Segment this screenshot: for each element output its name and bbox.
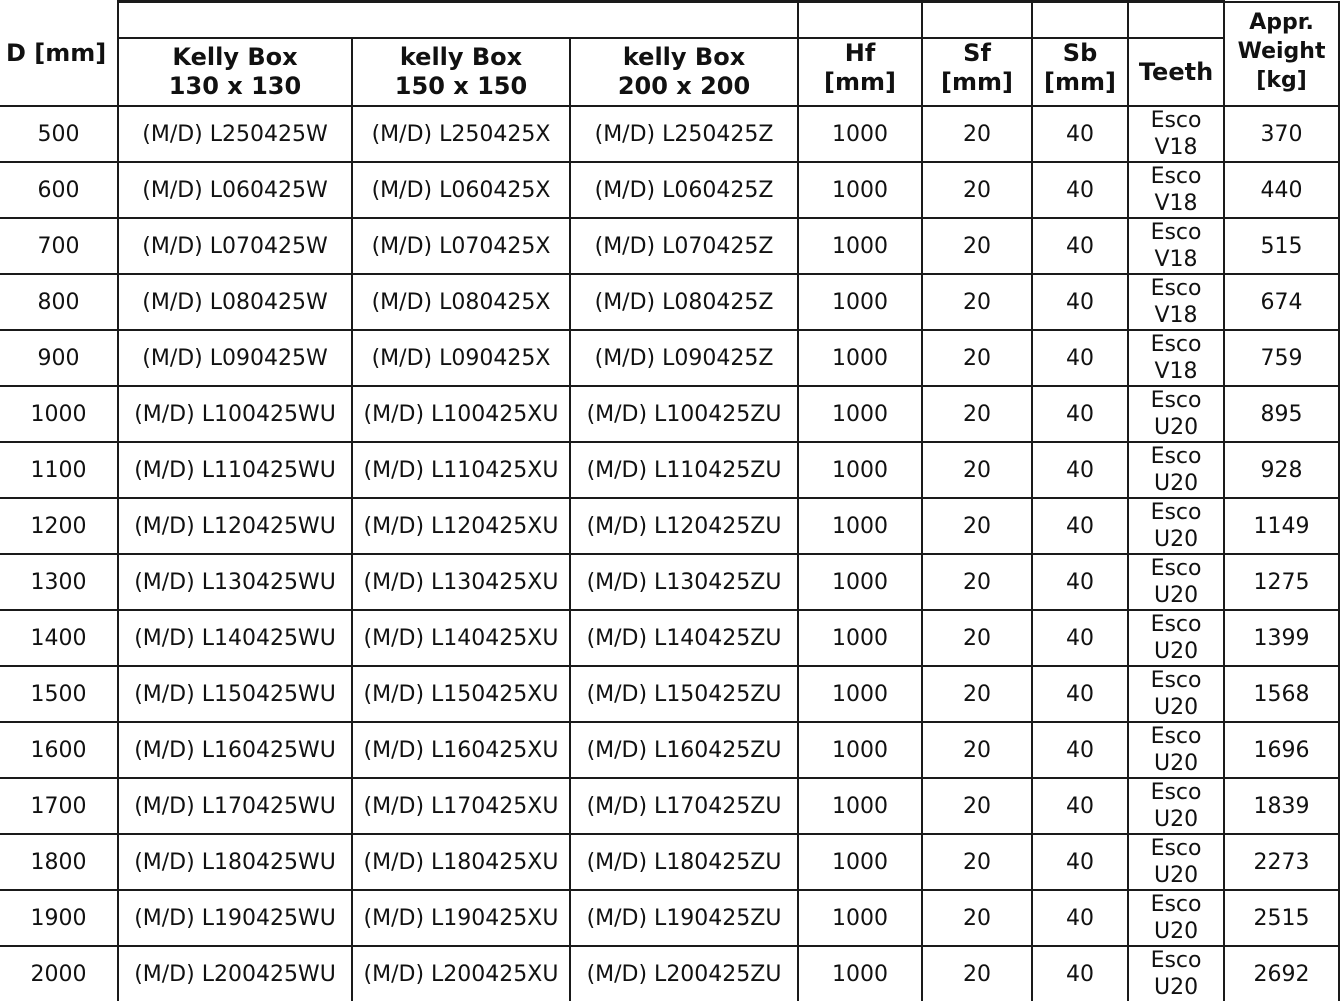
cell-sf: 20 bbox=[922, 610, 1032, 666]
cell-diameter: 500 bbox=[0, 106, 118, 162]
cell-kelly-150: (M/D) L100425XU bbox=[352, 386, 570, 442]
cell-teeth-brand: Esco bbox=[1129, 667, 1223, 694]
cell-teeth bbox=[1128, 946, 1224, 1001]
table-row bbox=[0, 386, 1339, 442]
cell-kelly-130: (M/D) L180425WU bbox=[118, 834, 352, 890]
cell-kelly-150: (M/D) L250425X bbox=[352, 106, 570, 162]
cell-diameter: 1600 bbox=[0, 722, 118, 778]
cell-kelly-150: (M/D) L070425X bbox=[352, 218, 570, 274]
cell-sb: 40 bbox=[1032, 330, 1128, 386]
cell-teeth-brand: Esco bbox=[1129, 219, 1223, 246]
cell-teeth-brand: Esco bbox=[1129, 163, 1223, 190]
cell-teeth bbox=[1128, 666, 1224, 722]
cell-teeth-brand: Esco bbox=[1129, 275, 1223, 302]
cell-hf: 1000 bbox=[798, 218, 922, 274]
cell-kelly-150: (M/D) L150425XU bbox=[352, 666, 570, 722]
cell-sb: 40 bbox=[1032, 498, 1128, 554]
cell-teeth-brand: Esco bbox=[1129, 499, 1223, 526]
header-sb-line1: Sb bbox=[1033, 39, 1127, 68]
cell-sb: 40 bbox=[1032, 218, 1128, 274]
header-kelly-200-line1: kelly Box bbox=[571, 43, 797, 72]
cell-sf: 20 bbox=[922, 666, 1032, 722]
cell-kelly-130: (M/D) L200425WU bbox=[118, 946, 352, 1001]
cell-diameter: 1700 bbox=[0, 778, 118, 834]
cell-kelly-200: (M/D) L060425Z bbox=[570, 162, 798, 218]
cell-teeth-brand: Esco bbox=[1129, 107, 1223, 134]
cell-kelly-130: (M/D) L150425WU bbox=[118, 666, 352, 722]
cell-teeth-model: U20 bbox=[1129, 918, 1223, 945]
cell-teeth-model: U20 bbox=[1129, 414, 1223, 441]
cell-teeth-model: V18 bbox=[1129, 358, 1223, 385]
cell-weight: 1275 bbox=[1224, 554, 1339, 610]
cell-kelly-130: (M/D) L170425WU bbox=[118, 778, 352, 834]
header-sb-line2: [mm] bbox=[1033, 68, 1127, 97]
cell-weight: 2273 bbox=[1224, 834, 1339, 890]
cell-teeth-model: V18 bbox=[1129, 246, 1223, 273]
cell-sf: 20 bbox=[922, 722, 1032, 778]
header-weight-line3: [kg] bbox=[1225, 66, 1338, 95]
cell-sf: 20 bbox=[922, 890, 1032, 946]
table-row bbox=[0, 890, 1339, 946]
cell-hf: 1000 bbox=[798, 442, 922, 498]
cell-teeth-brand: Esco bbox=[1129, 835, 1223, 862]
cell-sf: 20 bbox=[922, 834, 1032, 890]
header-sb bbox=[1032, 38, 1128, 106]
cell-sf: 20 bbox=[922, 218, 1032, 274]
cell-diameter: 1100 bbox=[0, 442, 118, 498]
header-hf bbox=[798, 38, 922, 106]
cell-hf: 1000 bbox=[798, 890, 922, 946]
cell-weight: 895 bbox=[1224, 386, 1339, 442]
cell-sb: 40 bbox=[1032, 442, 1128, 498]
cell-weight: 370 bbox=[1224, 106, 1339, 162]
cell-sf: 20 bbox=[922, 554, 1032, 610]
header-sf-line2: [mm] bbox=[923, 68, 1031, 97]
cell-teeth bbox=[1128, 610, 1224, 666]
cell-kelly-130: (M/D) L070425W bbox=[118, 218, 352, 274]
cell-diameter: 600 bbox=[0, 162, 118, 218]
cell-teeth-brand: Esco bbox=[1129, 891, 1223, 918]
cell-weight: 515 bbox=[1224, 218, 1339, 274]
cell-diameter: 2000 bbox=[0, 946, 118, 1001]
cell-hf: 1000 bbox=[798, 386, 922, 442]
cell-kelly-200: (M/D) L090425Z bbox=[570, 330, 798, 386]
cell-hf: 1000 bbox=[798, 274, 922, 330]
cell-teeth-model: U20 bbox=[1129, 582, 1223, 609]
cell-teeth-model: U20 bbox=[1129, 638, 1223, 665]
cell-hf: 1000 bbox=[798, 666, 922, 722]
cell-teeth bbox=[1128, 386, 1224, 442]
cell-teeth bbox=[1128, 778, 1224, 834]
cell-hf: 1000 bbox=[798, 610, 922, 666]
table-body bbox=[0, 2, 1339, 1001]
header-top-blank-sf bbox=[922, 2, 1032, 39]
cell-weight: 2515 bbox=[1224, 890, 1339, 946]
header-top-row bbox=[0, 2, 1339, 39]
cell-sb: 40 bbox=[1032, 554, 1128, 610]
header-kelly-200-line2: 200 x 200 bbox=[571, 72, 797, 101]
cell-weight: 1568 bbox=[1224, 666, 1339, 722]
cell-kelly-150: (M/D) L130425XU bbox=[352, 554, 570, 610]
cell-kelly-130: (M/D) L190425WU bbox=[118, 890, 352, 946]
table-row bbox=[0, 330, 1339, 386]
header-hf-line1: Hf bbox=[799, 39, 921, 68]
cell-teeth-model: U20 bbox=[1129, 806, 1223, 833]
cell-hf: 1000 bbox=[798, 946, 922, 1001]
cell-kelly-200: (M/D) L200425ZU bbox=[570, 946, 798, 1001]
cell-kelly-200: (M/D) L190425ZU bbox=[570, 890, 798, 946]
header-diameter: D [mm] bbox=[0, 2, 118, 107]
cell-weight: 1149 bbox=[1224, 498, 1339, 554]
cell-teeth-brand: Esco bbox=[1129, 611, 1223, 638]
cell-teeth bbox=[1128, 498, 1224, 554]
cell-diameter: 1400 bbox=[0, 610, 118, 666]
cell-kelly-150: (M/D) L170425XU bbox=[352, 778, 570, 834]
cell-weight: 440 bbox=[1224, 162, 1339, 218]
cell-kelly-130: (M/D) L140425WU bbox=[118, 610, 352, 666]
cell-kelly-150: (M/D) L080425X bbox=[352, 274, 570, 330]
cell-kelly-200: (M/D) L150425ZU bbox=[570, 666, 798, 722]
table-row bbox=[0, 498, 1339, 554]
header-weight bbox=[1224, 2, 1339, 107]
cell-hf: 1000 bbox=[798, 834, 922, 890]
table-row bbox=[0, 554, 1339, 610]
cell-teeth-model: U20 bbox=[1129, 750, 1223, 777]
cell-sf: 20 bbox=[922, 778, 1032, 834]
table-row bbox=[0, 218, 1339, 274]
table-row bbox=[0, 162, 1339, 218]
cell-teeth-model: V18 bbox=[1129, 190, 1223, 217]
cell-weight: 928 bbox=[1224, 442, 1339, 498]
cell-kelly-150: (M/D) L140425XU bbox=[352, 610, 570, 666]
cell-sb: 40 bbox=[1032, 722, 1128, 778]
cell-kelly-130: (M/D) L080425W bbox=[118, 274, 352, 330]
cell-hf: 1000 bbox=[798, 330, 922, 386]
table-row bbox=[0, 666, 1339, 722]
cell-teeth-model: U20 bbox=[1129, 694, 1223, 721]
table-row bbox=[0, 106, 1339, 162]
cell-kelly-130: (M/D) L120425WU bbox=[118, 498, 352, 554]
cell-sf: 20 bbox=[922, 946, 1032, 1001]
cell-kelly-200: (M/D) L250425Z bbox=[570, 106, 798, 162]
header-top-blank-hf bbox=[798, 2, 922, 39]
cell-diameter: 900 bbox=[0, 330, 118, 386]
cell-sb: 40 bbox=[1032, 610, 1128, 666]
cell-teeth bbox=[1128, 722, 1224, 778]
cell-kelly-130: (M/D) L110425WU bbox=[118, 442, 352, 498]
header-weight-line1: Appr. bbox=[1225, 8, 1338, 37]
cell-kelly-200: (M/D) L160425ZU bbox=[570, 722, 798, 778]
cell-hf: 1000 bbox=[798, 554, 922, 610]
cell-sb: 40 bbox=[1032, 106, 1128, 162]
cell-teeth bbox=[1128, 330, 1224, 386]
cell-kelly-150: (M/D) L110425XU bbox=[352, 442, 570, 498]
header-sf bbox=[922, 38, 1032, 106]
cell-kelly-200: (M/D) L100425ZU bbox=[570, 386, 798, 442]
cell-diameter: 1500 bbox=[0, 666, 118, 722]
cell-kelly-200: (M/D) L080425Z bbox=[570, 274, 798, 330]
header-kelly-130-line1: Kelly Box bbox=[119, 43, 351, 72]
cell-teeth bbox=[1128, 890, 1224, 946]
cell-weight: 674 bbox=[1224, 274, 1339, 330]
cell-kelly-200: (M/D) L130425ZU bbox=[570, 554, 798, 610]
header-top-blank-kelly bbox=[118, 2, 798, 39]
cell-kelly-130: (M/D) L100425WU bbox=[118, 386, 352, 442]
cell-teeth-brand: Esco bbox=[1129, 387, 1223, 414]
cell-teeth bbox=[1128, 162, 1224, 218]
cell-weight: 1839 bbox=[1224, 778, 1339, 834]
cell-sf: 20 bbox=[922, 498, 1032, 554]
cell-teeth bbox=[1128, 554, 1224, 610]
header-hf-line2: [mm] bbox=[799, 68, 921, 97]
table-row bbox=[0, 778, 1339, 834]
cell-weight: 759 bbox=[1224, 330, 1339, 386]
header-row bbox=[0, 38, 1339, 106]
cell-sf: 20 bbox=[922, 386, 1032, 442]
cell-kelly-200: (M/D) L110425ZU bbox=[570, 442, 798, 498]
cell-sb: 40 bbox=[1032, 666, 1128, 722]
cell-hf: 1000 bbox=[798, 722, 922, 778]
cell-teeth-model: V18 bbox=[1129, 134, 1223, 161]
header-sf-line1: Sf bbox=[923, 39, 1031, 68]
table-row bbox=[0, 946, 1339, 1001]
cell-hf: 1000 bbox=[798, 106, 922, 162]
cell-weight: 2692 bbox=[1224, 946, 1339, 1001]
header-kelly-130 bbox=[118, 38, 352, 106]
cell-teeth bbox=[1128, 106, 1224, 162]
cell-kelly-150: (M/D) L160425XU bbox=[352, 722, 570, 778]
cell-teeth bbox=[1128, 442, 1224, 498]
cell-sb: 40 bbox=[1032, 778, 1128, 834]
table-row bbox=[0, 722, 1339, 778]
cell-sb: 40 bbox=[1032, 162, 1128, 218]
cell-diameter: 1900 bbox=[0, 890, 118, 946]
cell-diameter: 800 bbox=[0, 274, 118, 330]
cell-sb: 40 bbox=[1032, 946, 1128, 1001]
cell-teeth-brand: Esco bbox=[1129, 723, 1223, 750]
cell-sb: 40 bbox=[1032, 834, 1128, 890]
cell-teeth-brand: Esco bbox=[1129, 779, 1223, 806]
cell-teeth-model: U20 bbox=[1129, 862, 1223, 889]
cell-diameter: 1300 bbox=[0, 554, 118, 610]
cell-kelly-130: (M/D) L090425W bbox=[118, 330, 352, 386]
table-row bbox=[0, 610, 1339, 666]
cell-kelly-130: (M/D) L160425WU bbox=[118, 722, 352, 778]
cell-kelly-200: (M/D) L180425ZU bbox=[570, 834, 798, 890]
cell-sb: 40 bbox=[1032, 274, 1128, 330]
cell-kelly-150: (M/D) L120425XU bbox=[352, 498, 570, 554]
cell-kelly-150: (M/D) L190425XU bbox=[352, 890, 570, 946]
cell-teeth-model: U20 bbox=[1129, 974, 1223, 1001]
header-top-blank-teeth bbox=[1128, 2, 1224, 39]
cell-teeth-brand: Esco bbox=[1129, 331, 1223, 358]
cell-sb: 40 bbox=[1032, 890, 1128, 946]
cell-kelly-130: (M/D) L250425W bbox=[118, 106, 352, 162]
cell-kelly-200: (M/D) L140425ZU bbox=[570, 610, 798, 666]
header-weight-line2: Weight bbox=[1225, 37, 1338, 66]
cell-weight: 1399 bbox=[1224, 610, 1339, 666]
table-row bbox=[0, 442, 1339, 498]
cell-diameter: 1000 bbox=[0, 386, 118, 442]
header-teeth: Teeth bbox=[1128, 38, 1224, 106]
cell-kelly-200: (M/D) L070425Z bbox=[570, 218, 798, 274]
header-kelly-130-line2: 130 x 130 bbox=[119, 72, 351, 101]
cell-sf: 20 bbox=[922, 442, 1032, 498]
cell-diameter: 700 bbox=[0, 218, 118, 274]
cell-sf: 20 bbox=[922, 274, 1032, 330]
cell-teeth-model: U20 bbox=[1129, 526, 1223, 553]
cell-kelly-150: (M/D) L060425X bbox=[352, 162, 570, 218]
cell-kelly-200: (M/D) L170425ZU bbox=[570, 778, 798, 834]
cell-kelly-150: (M/D) L180425XU bbox=[352, 834, 570, 890]
cell-sf: 20 bbox=[922, 330, 1032, 386]
cell-sf: 20 bbox=[922, 162, 1032, 218]
cell-teeth-brand: Esco bbox=[1129, 947, 1223, 974]
cell-sf: 20 bbox=[922, 106, 1032, 162]
cell-kelly-130: (M/D) L130425WU bbox=[118, 554, 352, 610]
cell-weight: 1696 bbox=[1224, 722, 1339, 778]
cell-hf: 1000 bbox=[798, 162, 922, 218]
cell-sb: 40 bbox=[1032, 386, 1128, 442]
cell-hf: 1000 bbox=[798, 498, 922, 554]
cell-teeth bbox=[1128, 274, 1224, 330]
cell-kelly-150: (M/D) L090425X bbox=[352, 330, 570, 386]
cell-kelly-130: (M/D) L060425W bbox=[118, 162, 352, 218]
cell-diameter: 1200 bbox=[0, 498, 118, 554]
cell-hf: 1000 bbox=[798, 778, 922, 834]
header-kelly-150-line2: 150 x 150 bbox=[353, 72, 569, 101]
cell-kelly-200: (M/D) L120425ZU bbox=[570, 498, 798, 554]
cell-teeth bbox=[1128, 218, 1224, 274]
cell-teeth bbox=[1128, 834, 1224, 890]
header-kelly-200 bbox=[570, 38, 798, 106]
header-top-blank-sb bbox=[1032, 2, 1128, 39]
table-row bbox=[0, 834, 1339, 890]
header-kelly-150-line1: kelly Box bbox=[353, 43, 569, 72]
header-kelly-150 bbox=[352, 38, 570, 106]
cell-teeth-brand: Esco bbox=[1129, 443, 1223, 470]
cell-teeth-model: U20 bbox=[1129, 470, 1223, 497]
cell-teeth-brand: Esco bbox=[1129, 555, 1223, 582]
cell-teeth-model: V18 bbox=[1129, 302, 1223, 329]
table-row bbox=[0, 274, 1339, 330]
cell-diameter: 1800 bbox=[0, 834, 118, 890]
cell-kelly-150: (M/D) L200425XU bbox=[352, 946, 570, 1001]
